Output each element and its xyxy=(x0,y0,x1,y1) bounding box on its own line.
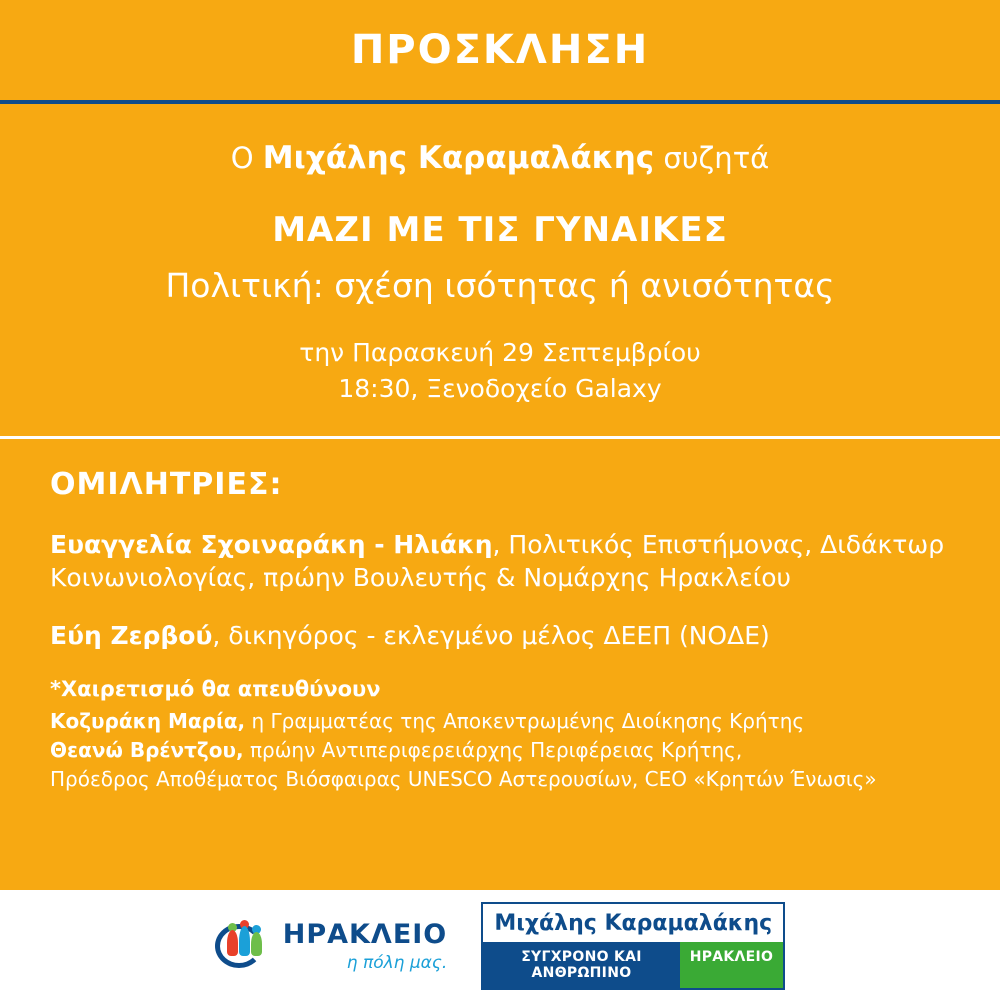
greeting-rest: πρώην Αντιπεριφερειάρχης Περιφέρειας Κρήτης, xyxy=(243,737,743,762)
event-date: την Παρασκευή 29 Σεπτεμβρίου xyxy=(299,338,701,367)
host-prefix: Ο xyxy=(230,141,263,175)
greeting-rest: η Γραμματέας της Αποκεντρωμένης Διοίκησης Κρήτης xyxy=(245,708,805,733)
event-subheadline: Πολιτική: σχέση ισότητας ή ανισότητας xyxy=(165,266,835,305)
heraklio-people-icon xyxy=(215,920,273,972)
heraklio-logo xyxy=(215,920,448,972)
candidate-logo-tagline xyxy=(483,942,783,988)
greeting-line xyxy=(50,707,954,736)
speaker-role: , δικηγόρος - εκλεγμένο μέλος ΔΕΕΠ (ΝΟΔΕ) xyxy=(212,621,770,650)
greeting-rest: Πρόεδρος Αποθέματος Βιόσφαιρας UNESCO Αστερουσίων, CEO «Κρητών Ένωσις» xyxy=(50,766,877,791)
greeting-line xyxy=(50,736,954,765)
figure-body-icon xyxy=(227,930,238,956)
candidate-logo xyxy=(481,902,785,990)
speaker-item xyxy=(50,528,954,596)
candidate-tagline-right: ΗΡΑΚΛΕΙΟ xyxy=(680,942,784,988)
page-title: ΠΡΟΣΚΛΗΣΗ xyxy=(350,27,650,73)
heraklio-logo-name: ΗΡΑΚΛΕΙΟ xyxy=(282,918,448,950)
greeting-line xyxy=(50,765,954,794)
speaker-role: , Πολιτικός Επιστήμονας, Διδάκτωρ Κοινωνιολογίας, πρώην Βουλευτής & Νομάρχης Ηρακλείου xyxy=(50,529,945,593)
event-datetime xyxy=(40,335,960,408)
event-time-venue: 18:30, Ξενοδοχείο Galaxy xyxy=(338,374,662,404)
speaker-name: Εύη Ζερβού xyxy=(50,621,213,650)
greeting-name: Θεανώ Βρέντζου, xyxy=(50,737,244,762)
greetings-block xyxy=(50,677,954,794)
heraklio-logo-text xyxy=(282,918,448,973)
intro-section xyxy=(0,104,1000,439)
host-name: Μιχάλης Καραμαλάκης xyxy=(262,140,655,176)
greetings-heading: *Χαιρετισμό θα απευθύνουν xyxy=(50,676,381,701)
speakers-section xyxy=(0,439,1000,891)
figure-body-icon xyxy=(239,926,250,956)
candidate-tagline-left: ΣΥΓΧΡΟΝΟ ΚΑΙ ΑΝΘΡΩΠΙΝΟ xyxy=(483,942,679,988)
figure-body-icon xyxy=(251,932,262,956)
speakers-title: ΟΜΙΛΗΤΡΙΕΣ: xyxy=(50,466,283,502)
host-line xyxy=(40,140,960,176)
greeting-name: Κοζυράκη Μαρία, xyxy=(50,708,246,733)
host-verb: συζητά xyxy=(654,141,770,175)
title-band xyxy=(0,0,1000,104)
footer-logos xyxy=(0,890,1000,1000)
event-headline: ΜΑΖΙ ΜΕ ΤΙΣ ΓΥΝΑΙΚΕΣ xyxy=(272,210,728,250)
speaker-item xyxy=(50,619,954,653)
speaker-name: Ευαγγελία Σχοιναράκη - Ηλιάκη xyxy=(50,529,493,559)
heraklio-logo-slogan: η πόλη μας. xyxy=(346,952,448,973)
candidate-logo-name: Μιχάλης Καραμαλάκης xyxy=(483,904,783,942)
